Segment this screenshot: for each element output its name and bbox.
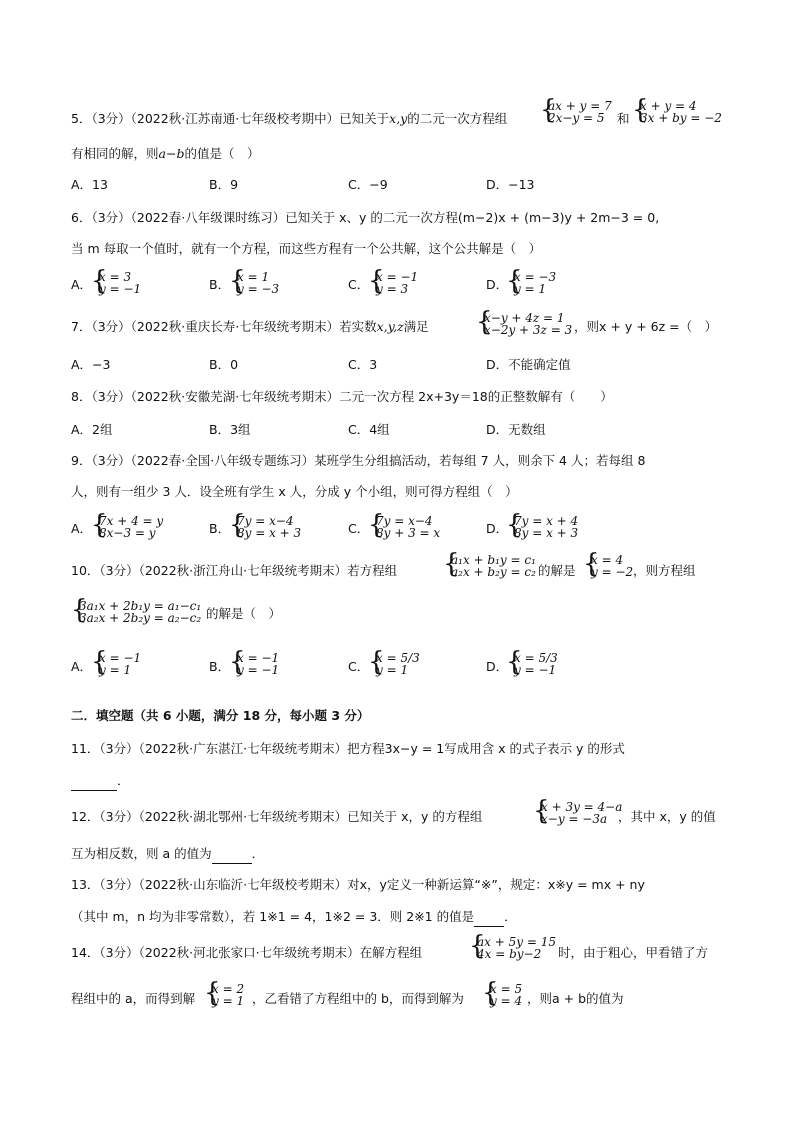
q12-line2: 互为相反数，则 a 的值为 ． (71, 845, 264, 864)
q6-line2: 当 m 每取一个值时，就有一个方程，而这些方程有一个公共解，这个公共解是（ ） (71, 241, 542, 256)
q10-option-c-label[interactable]: C． (348, 659, 370, 674)
q10-option-d-label[interactable]: D． (486, 659, 509, 674)
q7-option-c[interactable]: C．3 (348, 357, 378, 372)
q10-option-a-label[interactable]: A． (71, 659, 93, 674)
q5-and: 和 (617, 111, 630, 126)
q5-option-a[interactable]: A．13 (71, 177, 108, 192)
q10-line2-end: 的解是（ ） (206, 606, 282, 621)
section-heading-fill-in: 二．填空题（共 6 小题，满分 18 分，每小题 3 分） (71, 708, 370, 723)
q7-line1-end: ，则x + y + 6z =（ ） (574, 319, 718, 334)
q13-line1: 13．（3分）（2022秋·山东临沂·七年级校考期末）对x，y定义一种新运算“※”，规定：x※y = mx + ny (71, 877, 645, 892)
q13-answer-blank[interactable] (474, 908, 504, 927)
q9-option-a-label[interactable]: A． (71, 521, 93, 536)
q6-option-d-label[interactable]: D． (486, 277, 509, 292)
q9-line1: 9．（3分）（2022春·全国·八年级专题练习）某班学生分组搞活动，若每组 7 人，则余下 4 人；若每组 8 (71, 453, 646, 468)
q6-option-a-label[interactable]: A． (71, 277, 93, 292)
q14-line2: 程组中的 a，而得到解 (71, 991, 196, 1006)
q5-option-b[interactable]: B．9 (209, 177, 239, 192)
q7-option-b[interactable]: B．0 (209, 357, 239, 372)
q8-option-b[interactable]: B．3组 (209, 422, 251, 437)
q8-line1: 8．（3分）（2022秋·安徽芜湖·七年级统考期末）二元一次方程 2x+3y＝18的正整数解有（ ） (71, 389, 613, 404)
q6-option-c-label[interactable]: C． (348, 277, 370, 292)
q11-answer-blank[interactable] (71, 772, 117, 791)
q14-line2-end: ，则a + b的值为 (527, 991, 624, 1006)
q8-option-a[interactable]: A．2组 (71, 422, 113, 437)
q5-line1: 5．（3分）（2022秋·江苏南通·七年级校考期中）已知关于x,y的二元一次方程组 (71, 111, 508, 126)
q12-answer-blank[interactable] (212, 845, 252, 864)
q9-option-b-label[interactable]: B． (209, 521, 231, 536)
q6-line1: 6．（3分）（2022春·八年级课时练习）已知关于 x、y 的二元一次方程(m−2)x + (m−3)y + 2m−3 = 0, (71, 210, 660, 225)
q9-line2: 人，则有一组少 3 人．设全班有学生 x 人，分成 y 个小组，则可得方程组（ ） (71, 484, 518, 499)
q12-line1: 12．（3分）（2022秋·湖北鄂州·七年级统考期末）已知关于 x，y 的方程组 (71, 809, 483, 824)
q5-option-d[interactable]: D．−13 (486, 177, 535, 192)
q10-line1: 10．（3分）（2022秋·浙江舟山·七年级统考期末）若方程组 (71, 563, 398, 578)
q14-line2-mid: ，乙看错了方程组中的 b，而得到解为 (252, 991, 464, 1006)
q8-option-c[interactable]: C．4组 (348, 422, 390, 437)
q8-option-d[interactable]: D．无数组 (486, 422, 546, 437)
q10-option-b-label[interactable]: B． (209, 659, 231, 674)
q9-option-c-label[interactable]: C． (348, 521, 370, 536)
q12-line1-end: ，其中 x，y 的值 (618, 809, 716, 824)
q13-line2: （其中 m，n 均为非零常数），若 1※1 = 4，1※2 = 3．则 2※1 的值是 ． (71, 908, 517, 927)
q5-option-c[interactable]: C．−9 (348, 177, 388, 192)
q5-line2: 有相同的解，则a−b的值是（ ） (71, 146, 260, 161)
q10-line1-end: ，则方程组 (633, 563, 696, 578)
q11-line2: ． (71, 772, 130, 791)
q7-line1: 7．（3分）（2022秋·重庆长寿·七年级统考期末）若实数x,y,z满足 (71, 319, 429, 334)
q11-line1: 11．（3分）（2022秋·广东湛江·七年级统考期末）把方程3x−y = 1写成用含 x 的式子表示 y 的形式 (71, 741, 625, 756)
q7-option-d[interactable]: D．不能确定值 (486, 357, 571, 372)
q7-option-a[interactable]: A．−3 (71, 357, 111, 372)
q14-line1: 14．（3分）（2022秋·河北张家口·七年级统考期末）在解方程组 (71, 945, 423, 960)
q14-line1-end: 时，由于粗心，甲看错了方 (558, 945, 709, 960)
q10-line1-mid: 的解是 (538, 563, 576, 578)
q9-option-d-label[interactable]: D． (486, 521, 509, 536)
q6-option-b-label[interactable]: B． (209, 277, 231, 292)
